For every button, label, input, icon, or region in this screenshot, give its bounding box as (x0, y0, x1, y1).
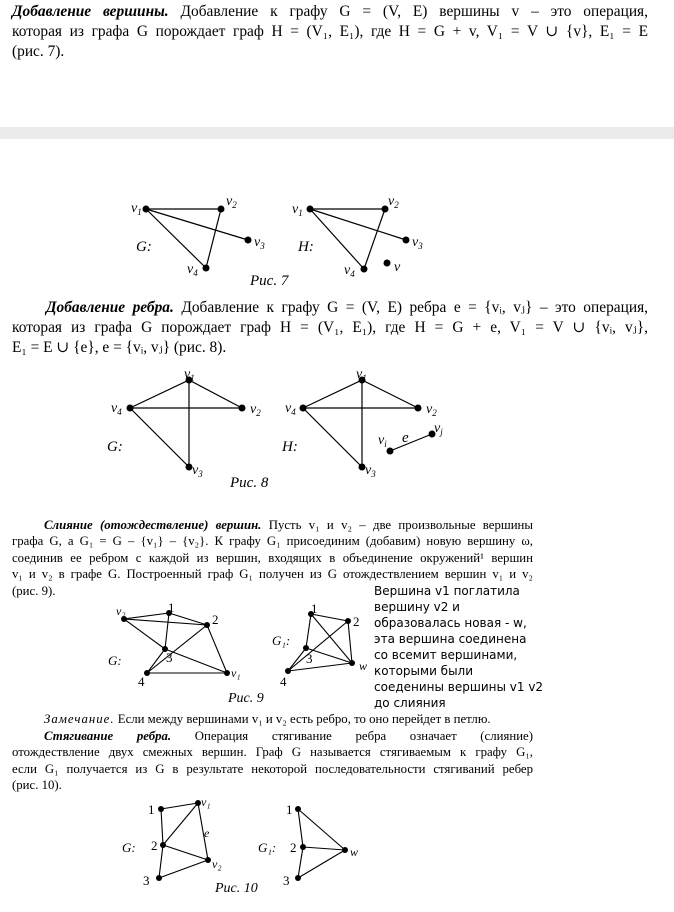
fig9-g-label: G: (108, 653, 122, 668)
svg-text:v4: $v_4$ (285, 401, 296, 417)
side-note-line: соеденины вершины v1 v2 (374, 680, 544, 694)
fig7-h-vertex-new (384, 260, 391, 267)
svg-text:v2: $v_2$ (226, 194, 237, 210)
fig8-g-vertex-4 (127, 405, 134, 412)
fig7-g-label-v2: v (226, 194, 233, 209)
fig8-h-label-v1: v (356, 367, 363, 382)
fig10-label-v2: v₂ (212, 857, 222, 871)
contraction-line1: Стягивание ребра. Операция стягивание ребра означает (слияние) (44, 729, 533, 743)
side-note-line: со всемит вершинами, (374, 648, 518, 662)
fig10-g1-vertex-3 (295, 875, 301, 881)
fig8-h-label-v4: v (285, 401, 292, 416)
merge-line4: v₁ и v₂ в графе G. Построенный граф G₁ получен из G отождествлением вершин v₁ и v₂ (12, 567, 533, 582)
fig9-label-v2: v₂ (116, 604, 126, 618)
fig7-caption: Рис. 7 (250, 273, 289, 288)
side-note-line: Вершина v1 поглатила (374, 584, 520, 598)
fig7-g-label-v1: v (131, 201, 138, 216)
fig7-g-vertex-2 (218, 206, 225, 213)
svg-text:v1: $v_1$ (131, 201, 142, 217)
fig10-g1-vertex-1 (295, 806, 301, 812)
fig9-g1-label: G₁: (272, 633, 291, 648)
side-note (374, 583, 574, 711)
merge-line1: Слияние (отождествление) вершин. Пусть v₁ и v₂ – две произвольные вершины (44, 518, 534, 532)
fig10-graph-g (159, 803, 208, 878)
fig8-h-vertex-4 (300, 405, 307, 412)
contraction-paragraph (12, 728, 533, 794)
fig9-g1-label-1: 1 (311, 601, 318, 616)
remark-line: Замечание. Если между вершинами v₁ и v₂ есть ребро, то оно перейдет в петлю. (44, 712, 491, 726)
vertex-add-paragraph (12, 2, 648, 61)
svg-text:vj: $v_j$ (434, 421, 443, 437)
svg-text:v4: $v_4$ (344, 263, 355, 279)
fig7-g-vertex-4 (203, 265, 210, 272)
fig7-h-label: H: (298, 239, 314, 255)
merge-line2: графа G, а G₁ = G – {v₁} – {v₂}. К графу G₁ присоединим (добавим) новую вершину ω, (12, 534, 533, 549)
fig9-g1-label-3: 3 (306, 651, 313, 666)
fig8-h-label-v2: v (426, 402, 433, 417)
fig9-label-1: 1 (168, 600, 175, 615)
contraction-heading: Стягивание ребра. (44, 729, 172, 743)
fig8-g-label-v3: v (192, 463, 199, 478)
page-separator (0, 127, 674, 139)
fig9-label-2: 2 (212, 612, 219, 627)
fig8-g-label-v2: v (250, 402, 257, 417)
contraction-line2: отождествление двух смежных вершин. Граф G называется стягиваемым к графу G₁, (12, 745, 533, 760)
edge-add-line2: которая из графа G порождает граф H = (V₁, E₁), где H = G + e, V₁ = V ∪ {vᵢ, vⱼ}, (12, 318, 648, 336)
fig10-g1-label: G₁: (258, 840, 277, 855)
side-note-line: до слияния (374, 696, 446, 710)
fig7-g-vertex-1 (143, 206, 150, 213)
fig8-h-vertex-2 (415, 405, 422, 412)
remark-heading: Замечание. (44, 712, 115, 726)
fig10-g1-label-w: w (350, 845, 359, 859)
merge-line3: соединив ее ребром с каждой из вершин, входящих в объединение окружений¹ вершин (12, 550, 533, 565)
fig10-g1-vertex-2 (300, 844, 306, 850)
edge-add-line3: E₁ = E ∪ {e}, e = {vᵢ, vⱼ} (рис. 8). (12, 338, 227, 356)
fig10-label-2: 2 (151, 838, 158, 853)
fig10-label-e: e (204, 826, 210, 840)
fig8-graph-g (130, 380, 242, 467)
svg-text:v3: $v_3$ (412, 235, 423, 251)
fig10-label-3: 3 (143, 873, 150, 888)
side-note-line: которыми были (374, 664, 474, 678)
figure-8 (100, 362, 460, 492)
vertex-add-line1: Добавление вершины. Добавление к графу G = (V, E) вершины v – это операция, (12, 3, 648, 20)
fig9-label-4: 4 (138, 674, 145, 689)
fig9-label-v1: v₁ (231, 666, 241, 680)
svg-text:v2: $v_2$ (388, 194, 399, 210)
contraction-line3: если G₁ получается из G в результате некоторой последовательности стягиваний ребер (12, 761, 533, 776)
fig8-graph-h (303, 380, 432, 467)
figure-7 (100, 188, 440, 288)
fig7-g-label: G: (136, 239, 152, 255)
edge-add-paragraph (12, 298, 648, 357)
vertex-add-line3: (рис. 7). (12, 42, 65, 60)
fig8-h-label: H: (282, 439, 298, 455)
fig10-g-vertex-v2 (205, 857, 211, 863)
fig10-g1-label-3: 3 (283, 873, 290, 888)
fig8-h-label-vj: v (434, 421, 441, 436)
fig9-g1-label-2: 2 (353, 614, 360, 629)
fig9-label-3: 3 (166, 650, 173, 665)
fig8-g-vertex-2 (239, 405, 246, 412)
fig7-h-vertex-3 (403, 237, 410, 244)
fig9-g1-vertex-w (349, 660, 355, 666)
fig8-caption: Рис. 8 (230, 475, 269, 491)
fig10-g1-vertex-w (342, 847, 348, 853)
svg-text:v3: $v_3$ (192, 463, 203, 479)
fig10-label-1: 1 (148, 802, 155, 817)
fig7-graph-g (146, 209, 248, 268)
fig9-g-vertex-2 (204, 622, 210, 628)
fig10-label-v1: v₁ (201, 795, 211, 809)
fig7-h-vertex-4 (361, 266, 368, 273)
fig8-h-label-v3: v (365, 463, 372, 478)
svg-text:v1: $v_1$ (184, 367, 195, 383)
fig9-g1-vertex-2 (345, 618, 351, 624)
figure-10 (100, 792, 400, 902)
fig10-g-label: G: (122, 840, 136, 855)
fig7-g-vertex-3 (245, 237, 252, 244)
fig9-graph-g1 (288, 614, 352, 671)
fig8-h-vertex-i (387, 448, 394, 455)
fig10-g-vertex-1 (158, 806, 164, 812)
vertex-add-line2: которая из графа G порождает граф H = (V₁, E₁), где H = G + v, V₁ = V ∪ {v}, E₁ = E (12, 22, 648, 40)
fig9-g-vertex-4 (144, 670, 150, 676)
vertex-add-heading: Добавление вершины. (12, 3, 169, 20)
fig7-h-label-v3: v (412, 235, 419, 250)
fig7-g-label-v4: v (187, 262, 194, 277)
svg-text:v4: $v_4$ (111, 401, 122, 417)
fig7-h-label-v1: v (292, 202, 299, 217)
fig8-edge-label: e (402, 430, 409, 446)
fig8-h-label-vi: v (378, 433, 385, 448)
merge-line5: (рис. 9). (12, 583, 56, 598)
svg-text:v2: $v_2$ (426, 402, 437, 418)
fig8-g-label-v1: v (184, 367, 191, 382)
figure-9 (100, 598, 372, 708)
fig7-g-label-v3: v (254, 235, 261, 250)
fig10-caption: Рис. 10 (215, 881, 258, 896)
fig10-g-vertex-2 (160, 842, 166, 848)
fig10-g1-label-2: 2 (290, 840, 297, 855)
fig7-graph-h (310, 209, 406, 269)
fig9-g-vertex-v1 (224, 670, 230, 676)
svg-text:v2: $v_2$ (250, 402, 261, 418)
merge-heading: Слияние (отождествление) вершин. (44, 518, 262, 532)
fig7-h-label-new-v: v (394, 260, 401, 275)
fig9-g1-label-4: 4 (280, 674, 287, 689)
fig10-g-vertex-3 (156, 875, 162, 881)
svg-text:vi: $v_i$ (378, 433, 387, 449)
fig7-h-label-v4: v (344, 263, 351, 278)
fig10-graph-g1 (298, 809, 345, 878)
fig9-g1-label-w: w (359, 659, 368, 673)
fig8-g-label: G: (107, 439, 123, 455)
fig7-h-label-v2: v (388, 194, 395, 209)
svg-text:v1: $v_1$ (292, 202, 303, 218)
side-note-line: эта вершина соединена (374, 632, 527, 646)
contraction-line4: (рис. 10). (12, 778, 62, 793)
svg-text:v3: $v_3$ (365, 463, 376, 479)
fig10-g1-label-1: 1 (286, 802, 293, 817)
fig8-g-label-v4: v (111, 401, 118, 416)
fig9-caption: Рис. 9 (228, 691, 264, 706)
remark-paragraph (12, 711, 533, 727)
svg-text:v4: $v_4$ (187, 262, 198, 278)
edge-add-heading: Добавление ребра. (46, 299, 174, 316)
fig7-h-vertex-1 (307, 206, 314, 213)
svg-text:v1: $v_1$ (356, 367, 367, 383)
side-note-line: вершину v2 и (374, 600, 460, 614)
svg-text:v3: $v_3$ (254, 235, 265, 251)
edge-add-line1: Добавление ребра. Добавление к графу G = (V, E) ребра e = {vᵢ, vⱼ} – это операция, (46, 299, 648, 316)
side-note-line: образовалась новая - w, (374, 616, 527, 630)
